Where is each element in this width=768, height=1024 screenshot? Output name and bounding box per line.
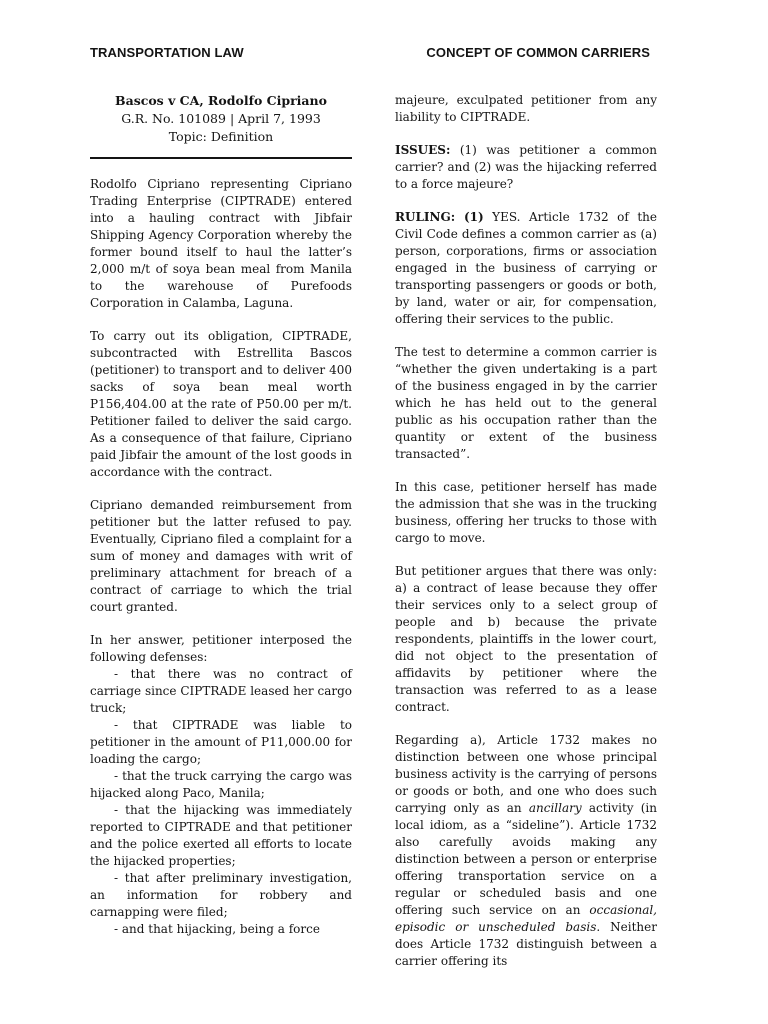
- facts-paragraph-3: Cipriano demanded reimbursement from petitioner but the latter refused to pay. Eventually, Cipriano filed a complaint for a sum of money and damages with writ of preliminary attachment for breach of a contract of carriage to which the trial court granted.: [90, 498, 352, 614]
- left-column: [90, 92, 352, 938]
- case-title: Bascos v CA, Rodolfo Cipriano: [115, 93, 327, 108]
- regarding-text-3: . Neither does Article 1732 distinguish between a carrier offering its: [395, 920, 657, 968]
- case-citation: G.R. No. 101089 | April 7, 1993: [121, 111, 321, 126]
- title-divider: [90, 157, 352, 159]
- right-column: [395, 92, 657, 986]
- regarding-text-1: Regarding a), Article 1732 makes no distinction between one whose principal business activity is the carrying of persons or goods or both, and one who does such carrying only as an: [395, 733, 657, 815]
- ruling-paragraph: [395, 209, 657, 328]
- ruling-text: YES. Article 1732 of the Civil Code defines a common carrier as (a) person, corporations, firms or association engaged in the business of carrying or transporting passengers or goods or both, by land, water or air, for compensation, offering their services to the public.: [395, 210, 657, 326]
- issues-paragraph: [395, 142, 657, 193]
- issues-label: ISSUES:: [395, 143, 451, 157]
- ancillary-term: ancillary: [528, 801, 582, 815]
- defense-item: - and that hijacking, being a force: [114, 922, 320, 936]
- case-topic: Topic: Definition: [168, 129, 274, 144]
- regarding-paragraph: [395, 732, 657, 970]
- defense-item: - that after preliminary investigation, an information for robbery and carnapping were filed;: [90, 871, 352, 919]
- continuation-paragraph: majeure, exculpated petitioner from any liability to CIPTRADE.: [395, 93, 657, 124]
- page-header: [90, 45, 650, 65]
- issues-text: (1) was petitioner a common carrier? and (2) was the hijacking referred to a force majeure?: [395, 143, 657, 191]
- argument-paragraph: But petitioner argues that there was only: a) a contract of lease because they offer their services only to a select group of people and b) because the private respondents, plaintiffs in the lower court, did not object to the presentation of affidavits by petitioner where the transaction was referred to as a lease contract.: [395, 564, 657, 714]
- defense-item: - that CIPTRADE was liable to petitioner in the amount of P11,000.00 for loading the cargo;: [90, 718, 352, 766]
- defense-item: - that the hijacking was immediately reported to CIPTRADE and that petitioner and the police exerted all efforts to locate the hijacked properties;: [90, 803, 352, 868]
- defense-item: - that there was no contract of carriage since CIPTRADE leased her cargo truck;: [90, 667, 352, 715]
- header-subject: TRANSPORTATION LAW: [90, 45, 244, 60]
- test-paragraph: The test to determine a common carrier is “whether the given undertaking is a part of the business engaged in by the carrier which he has held out to the general public as his occupation rather than the quantity or extent of the business transacted”.: [395, 345, 657, 461]
- defenses-intro: In her answer, petitioner interposed the following defenses:: [90, 633, 352, 664]
- defense-item: - that the truck carrying the cargo was hijacked along Paco, Manila;: [90, 769, 352, 800]
- defenses-list: [90, 666, 352, 938]
- regarding-text-2: activity (in local idiom, as a “sideline”). Article 1732 also carefully avoids making any distinction between a person or enterprise offering transportation service on a regular or scheduled basis and one offering such service on an: [395, 801, 657, 917]
- facts-paragraph-2: To carry out its obligation, CIPTRADE, subcontracted with Estrellita Bascos (petitioner) to transport and to deliver 400 sacks of soya bean meal worth P156,404.00 at the rate of P50.00 per m/t. Petitioner failed to deliver the said cargo. As a consequence of that failure, Cipriano paid Jibfair the amount of the lost goods in accordance with the contract.: [90, 329, 352, 479]
- header-topic: CONCEPT OF COMMON CARRIERS: [426, 45, 650, 60]
- occasional-term: occasional, episodic or unscheduled basis: [395, 903, 657, 934]
- facts-paragraph-1: Rodolfo Cipriano representing Cipriano Trading Enterprise (CIPTRADE) entered into a hauling contract with Jibfair Shipping Agency Corporation whereby the former bound itself to haul the latter’s 2,000 m/t of soya bean meal from Manila to the warehouse of Purefoods Corporation in Calamba, Laguna.: [90, 177, 352, 310]
- admission-paragraph: In this case, petitioner herself has made the admission that she was in the trucking business, offering her trucks to those with cargo to move.: [395, 480, 657, 545]
- ruling-label: RULING: (1): [395, 210, 484, 224]
